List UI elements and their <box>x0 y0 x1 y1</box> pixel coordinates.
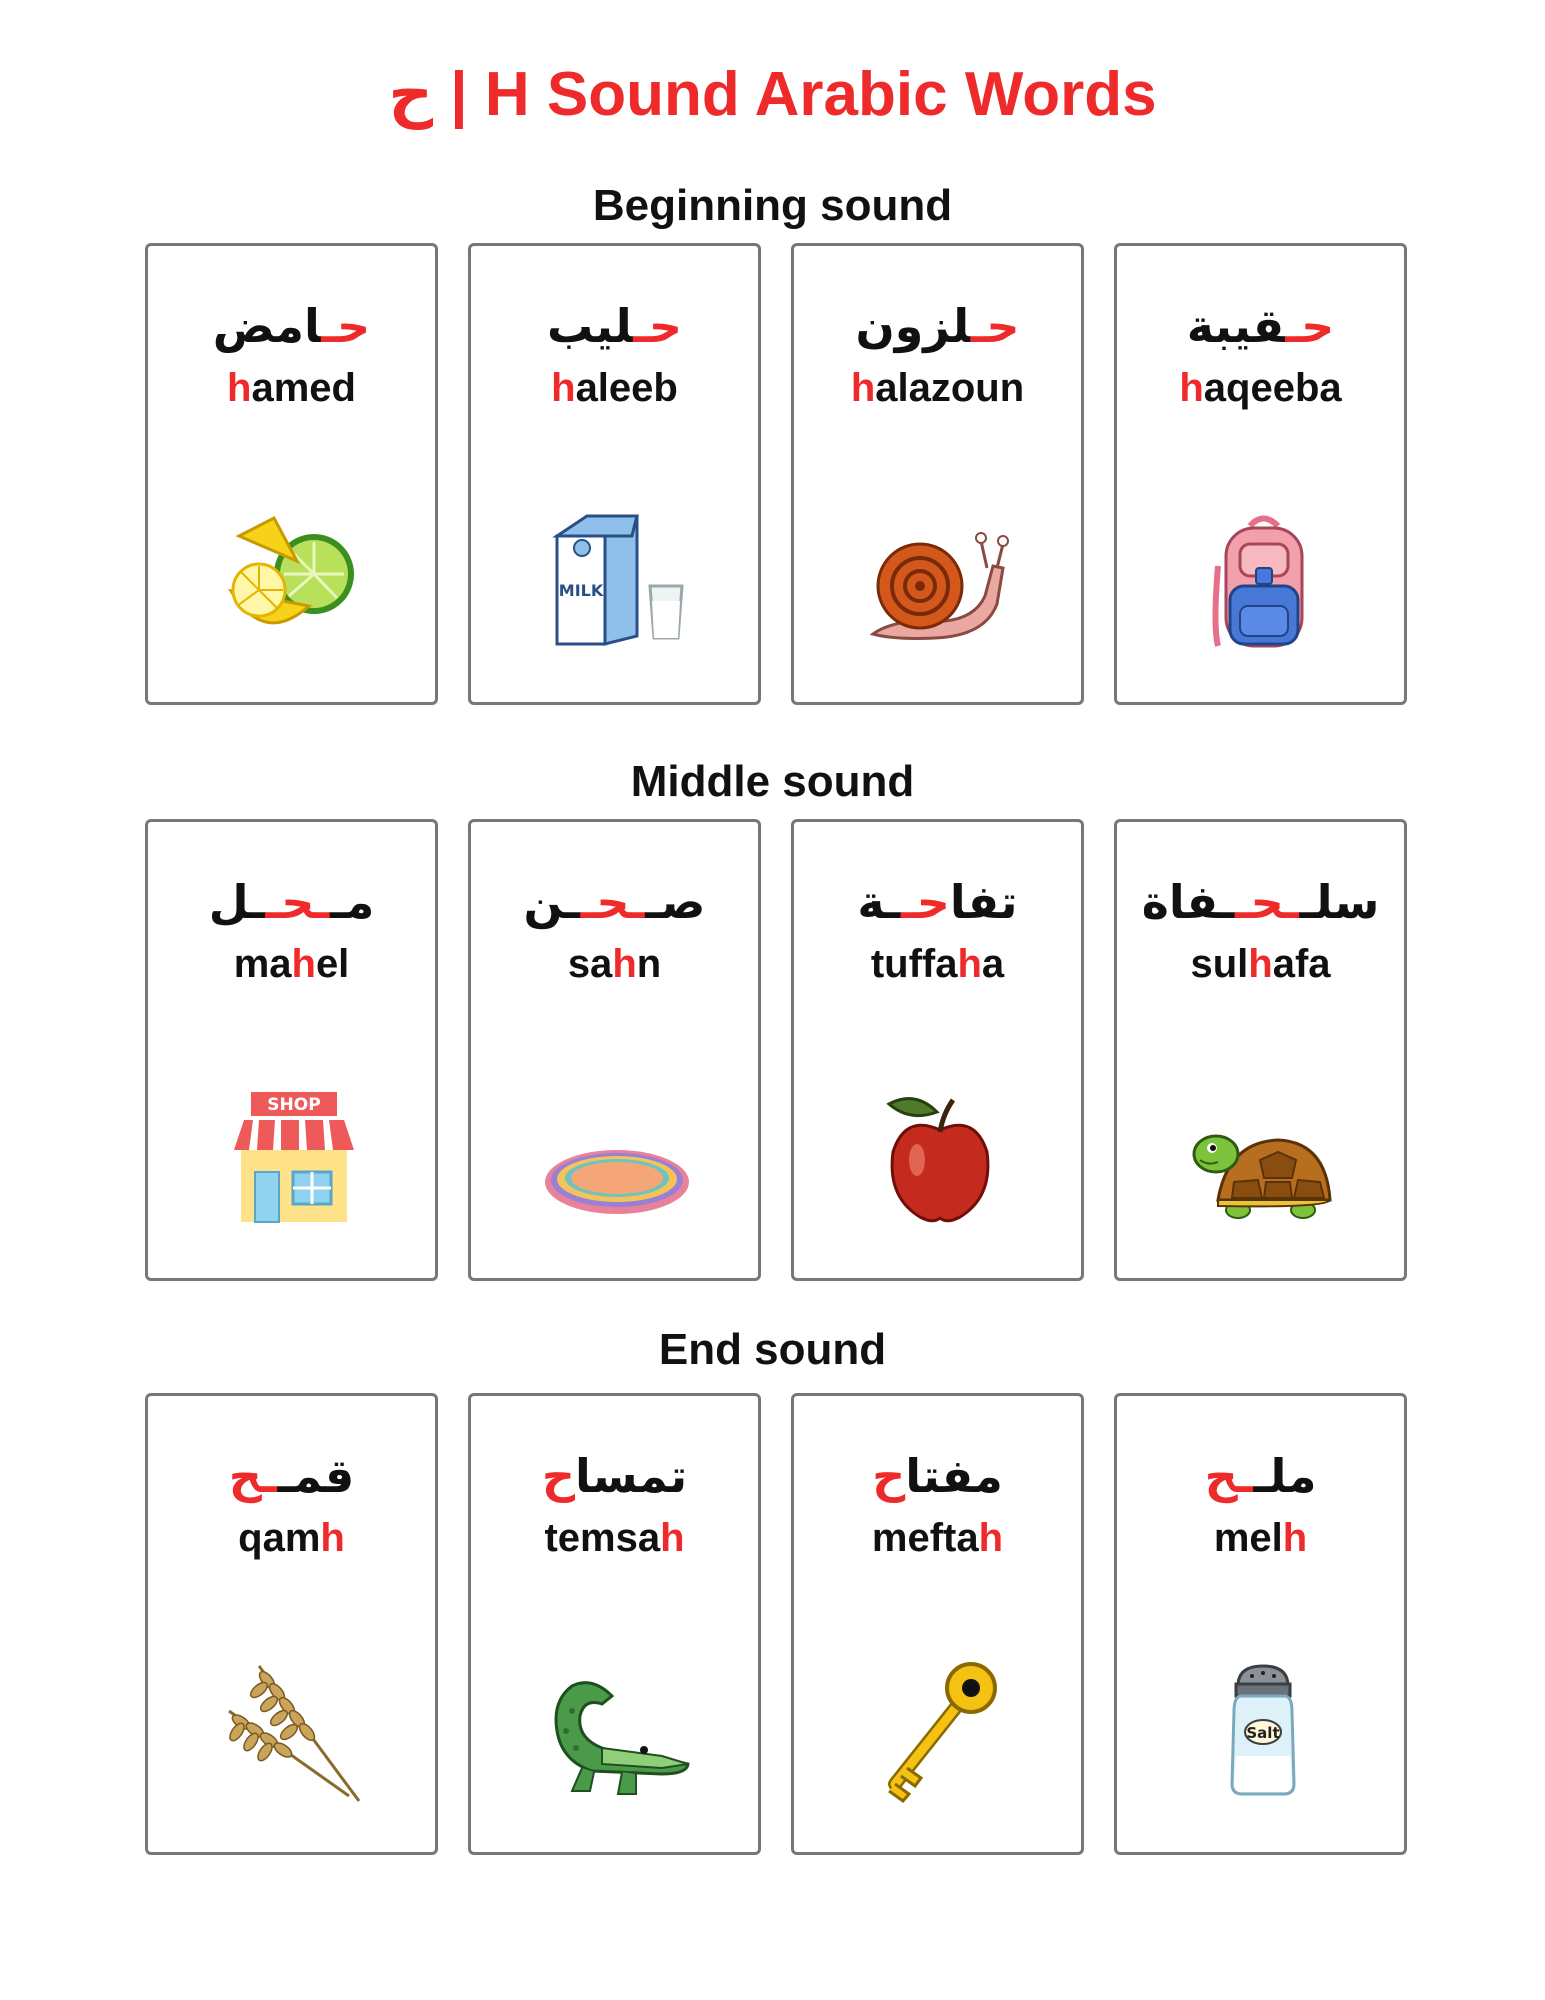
word-card-halazoun <box>791 243 1084 705</box>
shop-icon <box>219 1082 369 1232</box>
transliteration: sahn <box>567 942 662 986</box>
page-title: ح | H Sound Arabic Words <box>388 60 1157 129</box>
word-card-sulhafa <box>1114 819 1407 1281</box>
section-heading-beginning: Beginning sound <box>592 181 953 230</box>
highlighted-letter: h <box>227 366 252 410</box>
highlighted-letter: ـح <box>228 1449 278 1503</box>
highlighted-letter: ـحـ <box>265 875 331 929</box>
word-card-tuffaha <box>791 819 1084 1281</box>
highlighted-letter: حـ <box>1285 299 1335 353</box>
transliteration: melh <box>1213 1516 1308 1560</box>
arabic-word: حـقيبة <box>1186 299 1335 353</box>
word-card-sahn <box>468 819 761 1281</box>
arabic-word: مفتاح <box>872 1449 1003 1503</box>
highlighted-letter: حـ <box>901 875 950 929</box>
highlighted-letter: حـ <box>321 299 371 353</box>
arabic-word: ملــح <box>1204 1449 1317 1503</box>
snail-icon <box>865 506 1015 656</box>
highlighted-letter: h <box>291 942 316 986</box>
card-row-beginning <box>145 243 1407 709</box>
highlighted-letter: ح <box>872 1449 906 1503</box>
highlighted-letter: ـح <box>1204 1449 1254 1503</box>
transliteration: temsah <box>544 1516 685 1560</box>
backpack-icon <box>1188 506 1338 656</box>
shop-sign: SHOP <box>267 1095 321 1115</box>
highlighted-letter: h <box>978 1516 1004 1560</box>
plate-icon <box>542 1082 692 1232</box>
transliteration: tuffaha <box>870 942 1005 986</box>
highlighted-letter: h <box>320 1516 345 1560</box>
crocodile-icon <box>542 1656 692 1806</box>
highlighted-letter: h <box>551 366 576 410</box>
word-card-haleeb <box>468 243 761 705</box>
card-row-end <box>145 1393 1407 1859</box>
highlighted-letter: ح <box>541 1449 575 1503</box>
word-card-temsah <box>468 1393 761 1855</box>
arabic-word: تمساح <box>541 1449 688 1503</box>
arabic-word: تفاحــة <box>857 875 1018 929</box>
arabic-word: مــحــل <box>208 875 375 929</box>
highlighted-letter: h <box>612 942 637 986</box>
arabic-word: حـليب <box>546 299 683 353</box>
transliteration: qamh <box>238 1516 345 1560</box>
highlighted-letter: h <box>957 942 982 986</box>
word-card-hamed <box>145 243 438 705</box>
arabic-word: قمــح <box>228 1449 355 1503</box>
word-card-melh <box>1114 1393 1407 1855</box>
arabic-word: حـامض <box>212 299 371 353</box>
lemon-lime-icon <box>219 506 369 656</box>
highlighted-letter: ـحـ <box>1234 875 1300 929</box>
word-card-haqeeba <box>1114 243 1407 705</box>
transliteration: halazoun <box>850 366 1025 410</box>
key-icon <box>865 1656 1015 1806</box>
arabic-word: حـلزون <box>855 299 1020 353</box>
card-row-middle <box>145 819 1407 1285</box>
apple-icon <box>865 1082 1015 1232</box>
word-card-meftah <box>791 1393 1084 1855</box>
turtle-icon <box>1188 1082 1338 1232</box>
highlighted-letter: h <box>660 1516 685 1560</box>
wheat-icon <box>219 1656 369 1806</box>
milk-label: MILK <box>558 581 604 600</box>
highlighted-letter: h <box>1282 1516 1308 1560</box>
highlighted-letter: حـ <box>633 299 683 353</box>
salt-label: Salt <box>1246 1724 1280 1742</box>
transliteration: haleeb <box>551 366 678 410</box>
arabic-word: صــحــن <box>523 875 706 929</box>
highlighted-letter: h <box>1248 942 1273 986</box>
highlighted-letter: ـحـ <box>580 875 646 929</box>
section-heading-middle: Middle sound <box>630 757 915 806</box>
milk-carton-icon <box>542 506 692 656</box>
transliteration: haqeeba <box>1179 366 1342 410</box>
highlighted-letter: حـ <box>970 299 1020 353</box>
arabic-word: سلــحــفاة <box>1141 875 1380 929</box>
transliteration: mahel <box>233 942 350 986</box>
highlighted-letter: h <box>1179 366 1204 410</box>
transliteration: hamed <box>227 366 356 410</box>
section-heading-end: End sound <box>658 1325 887 1374</box>
word-card-qamh <box>145 1393 438 1855</box>
word-card-mahel <box>145 819 438 1281</box>
transliteration: sulhafa <box>1190 942 1331 986</box>
transliteration: meftah <box>871 1516 1004 1560</box>
highlighted-letter: h <box>850 366 876 410</box>
salt-shaker-icon <box>1188 1656 1338 1806</box>
